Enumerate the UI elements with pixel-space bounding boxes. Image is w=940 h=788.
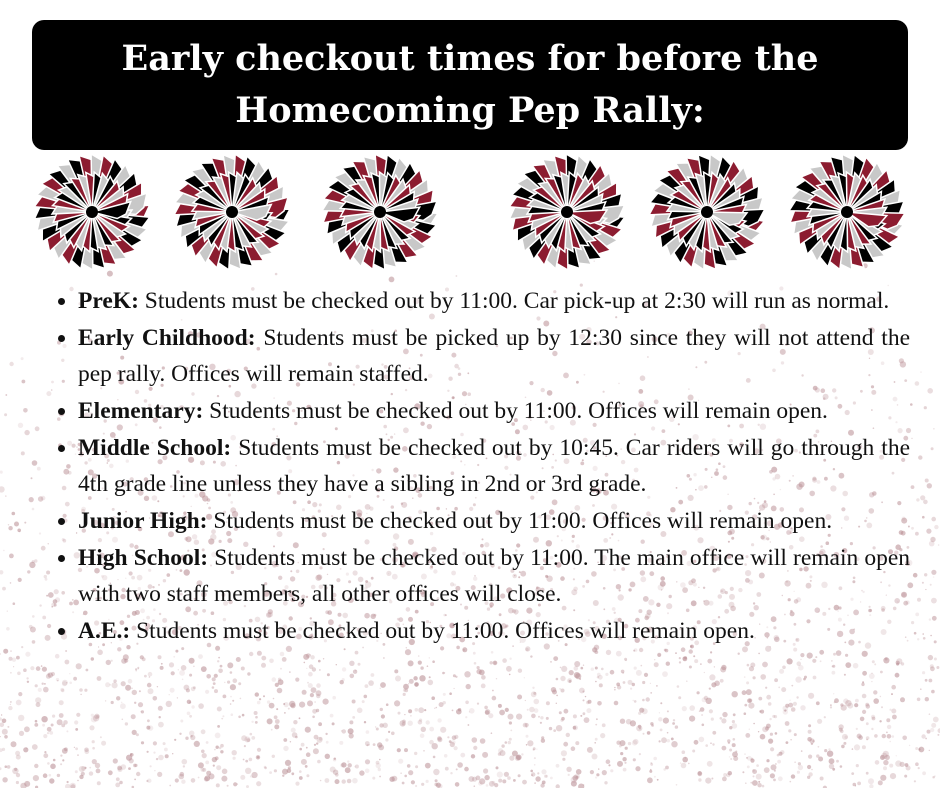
item-label: High School: xyxy=(78,545,209,571)
item-text: Students must be checked out by 11:00. Offices will remain open. xyxy=(209,398,828,424)
list-item xyxy=(78,503,910,539)
pom-pom-icon xyxy=(645,150,769,274)
item-text: Students must be checked out by 11:00. Car pick-up at 2:30 will run as normal. xyxy=(144,288,890,314)
page-title: Early checkout times for before the Homecoming Pep Rally: xyxy=(121,38,819,131)
item-text: Students must be checked out by 11:00. Offices will remain open. xyxy=(213,508,833,534)
list-item xyxy=(78,540,910,612)
pom-pom-icon xyxy=(505,150,629,274)
pom-pom-row xyxy=(0,150,940,275)
item-label: Junior High: xyxy=(78,508,208,534)
list-item xyxy=(78,430,910,502)
title-banner xyxy=(32,20,908,150)
item-text: Students must be picked up by 12:30 since they will not attend the pep rally. Offices will remain staffed. xyxy=(78,325,911,387)
item-text: Students must be checked out by 11:00. Offices will remain open. xyxy=(136,618,755,644)
pom-pom-icon xyxy=(785,150,909,274)
pom-pom-icon xyxy=(30,150,154,274)
item-label: PreK: xyxy=(78,288,139,314)
pom-pom-icon xyxy=(170,150,294,274)
list-item xyxy=(78,320,910,392)
item-text: Students must be checked out by 11:00. The main office will remain open with two staff members, all other offices will close. xyxy=(78,545,911,607)
list-item xyxy=(78,613,910,649)
pom-pom-icon xyxy=(318,150,442,274)
item-label: Early Childhood: xyxy=(78,325,256,351)
list-item xyxy=(78,283,910,319)
item-label: Middle School: xyxy=(78,435,232,461)
item-text: Students must be checked out by 10:45. Car riders will go through the 4th grade line unless they have a sibling in 2nd or 3rd grade. xyxy=(78,435,910,497)
item-label: Elementary: xyxy=(78,398,204,424)
list-item xyxy=(78,393,910,429)
checkout-times-list xyxy=(48,283,910,650)
item-label: A.E.: xyxy=(78,618,131,644)
